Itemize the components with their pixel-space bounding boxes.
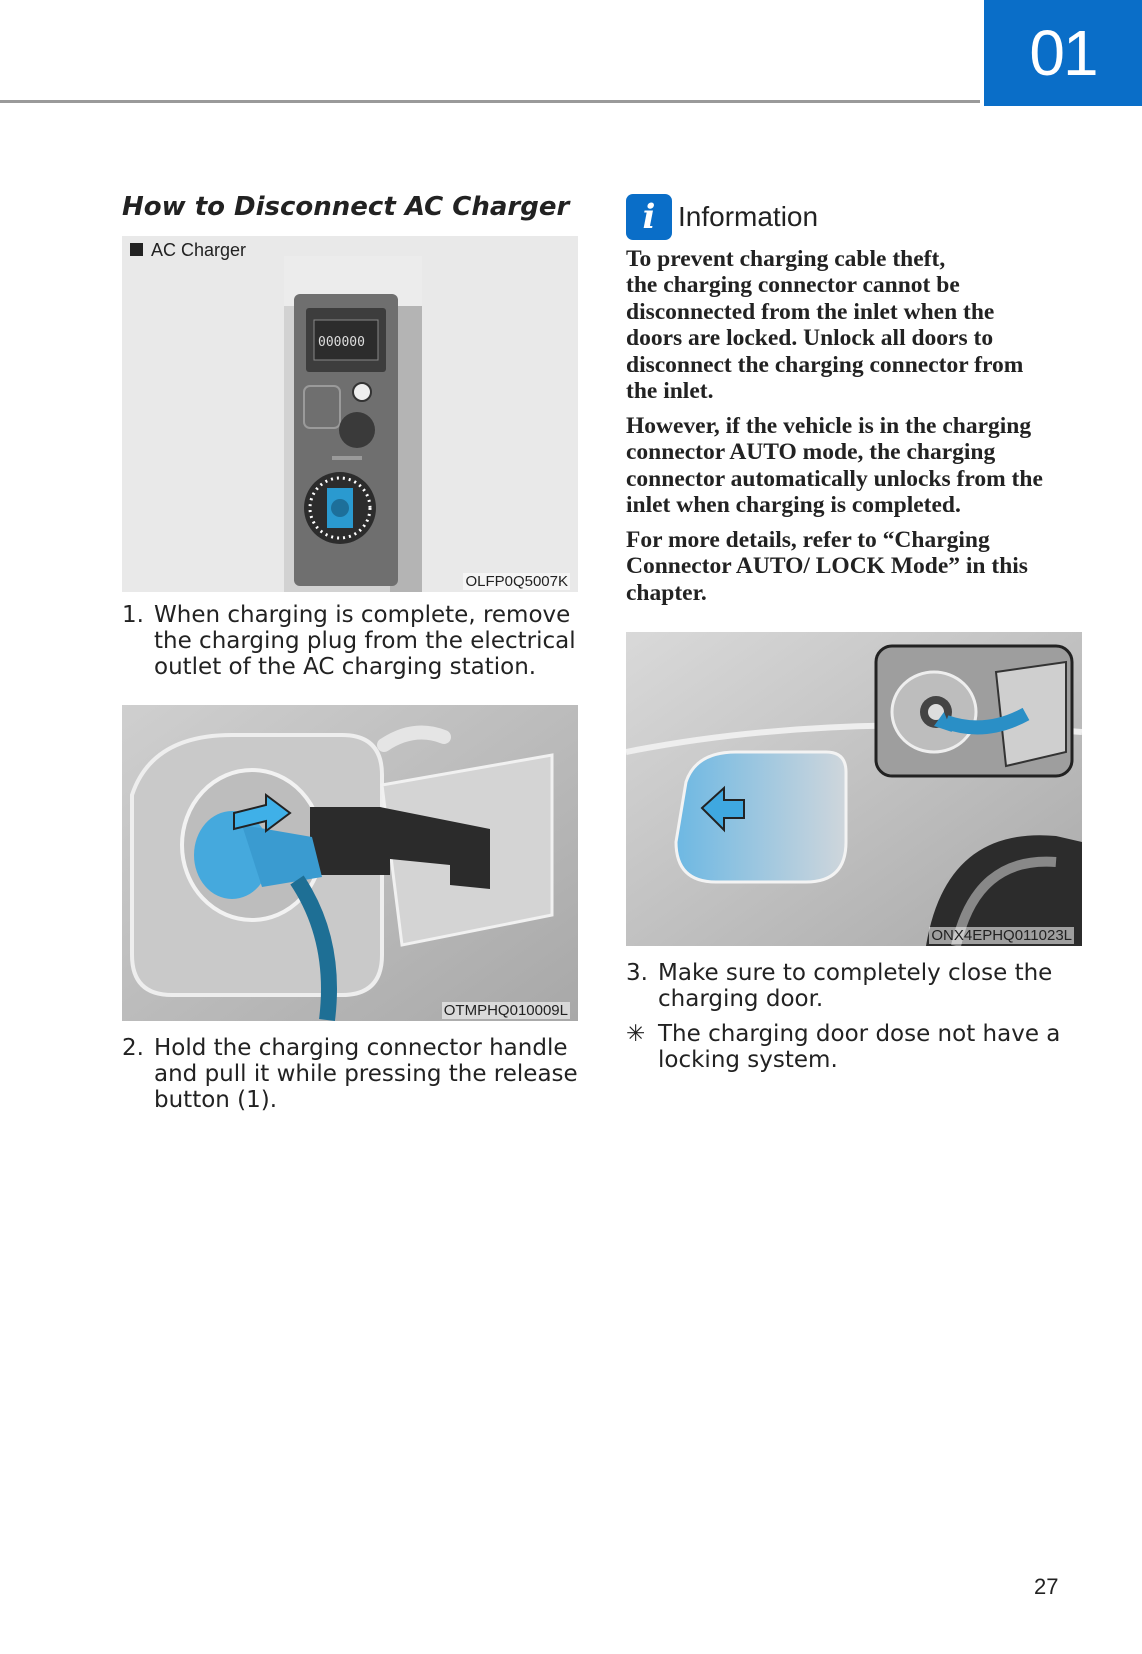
step-line: and pull it while pressing the release: [154, 1061, 578, 1087]
step-line: the charging plug from the electrical: [154, 628, 576, 654]
info-line: However, if the vehicle is in the charging: [626, 413, 1032, 439]
section-title: How to Disconnect AC Charger: [122, 192, 570, 222]
info-line: Connector AUTO/ LOCK Mode” in this: [626, 553, 1028, 580]
note-line: locking system.: [658, 1047, 838, 1073]
step-line: When charging is complete, remove: [154, 602, 571, 628]
figure-code: OTMPHQ010009L: [443, 1002, 568, 1019]
information-title: Information: [678, 201, 819, 232]
header-rule: [0, 100, 980, 103]
ac-charger-figure: [122, 236, 578, 592]
info-line: To prevent charging cable theft,: [626, 246, 946, 272]
info-paragraph: [626, 246, 1086, 404]
info-line: For more details, refer to “Charging: [626, 527, 990, 553]
charging-door-figure: [626, 632, 1082, 946]
charger-display-readout: 000000: [318, 335, 365, 350]
info-icon: i: [626, 194, 672, 240]
disconnect-illustration: [122, 705, 578, 1021]
step-line: Hold the charging connector handle: [154, 1035, 568, 1061]
info-line: disconnected from the inlet when the: [626, 298, 995, 325]
step-line: button (1).: [154, 1087, 278, 1113]
step-number: 3.: [626, 960, 648, 986]
info-line: doors are locked. Unlock all doors to: [626, 325, 994, 352]
disconnect-figure: [122, 705, 578, 1021]
info-paragraph: [626, 413, 1086, 519]
figure-code: ONX4EPHQ011023L: [931, 927, 1072, 944]
info-line: chapter.: [626, 579, 707, 606]
info-line: inlet when charging is completed.: [626, 492, 961, 519]
step-number: 2.: [122, 1035, 144, 1061]
info-line: connector automatically unlocks from the: [626, 465, 1043, 492]
charging-door-illustration: [626, 632, 1082, 946]
chapter-tab: 01: [984, 0, 1142, 106]
note: [626, 1021, 1086, 1075]
info-paragraph: [626, 527, 1086, 606]
info-line: connector AUTO mode, the charging: [626, 439, 996, 466]
figure-code: OLFP0Q5007K: [465, 573, 568, 590]
info-line: the charging connector cannot be: [626, 272, 960, 299]
information-header: [626, 194, 818, 240]
step-2: [122, 1035, 582, 1115]
asterisk-icon: ✳: [626, 1021, 646, 1047]
step-1: [122, 602, 582, 682]
step-line: Make sure to completely close the: [658, 960, 1053, 986]
step-3: [626, 960, 1086, 1014]
ac-charger-illustration: [122, 236, 578, 592]
step-number: 1.: [122, 602, 144, 628]
info-line: disconnect the charging connector from: [626, 351, 1024, 378]
square-bullet-icon: [130, 243, 143, 256]
note-line: The charging door dose not have a: [658, 1021, 1061, 1047]
step-line: outlet of the AC charging station.: [154, 654, 537, 680]
step-line: charging door.: [658, 986, 824, 1012]
info-line: the inlet.: [626, 378, 714, 405]
figure-label: AC Charger: [130, 240, 246, 261]
page-number: 27: [1034, 1574, 1059, 1599]
